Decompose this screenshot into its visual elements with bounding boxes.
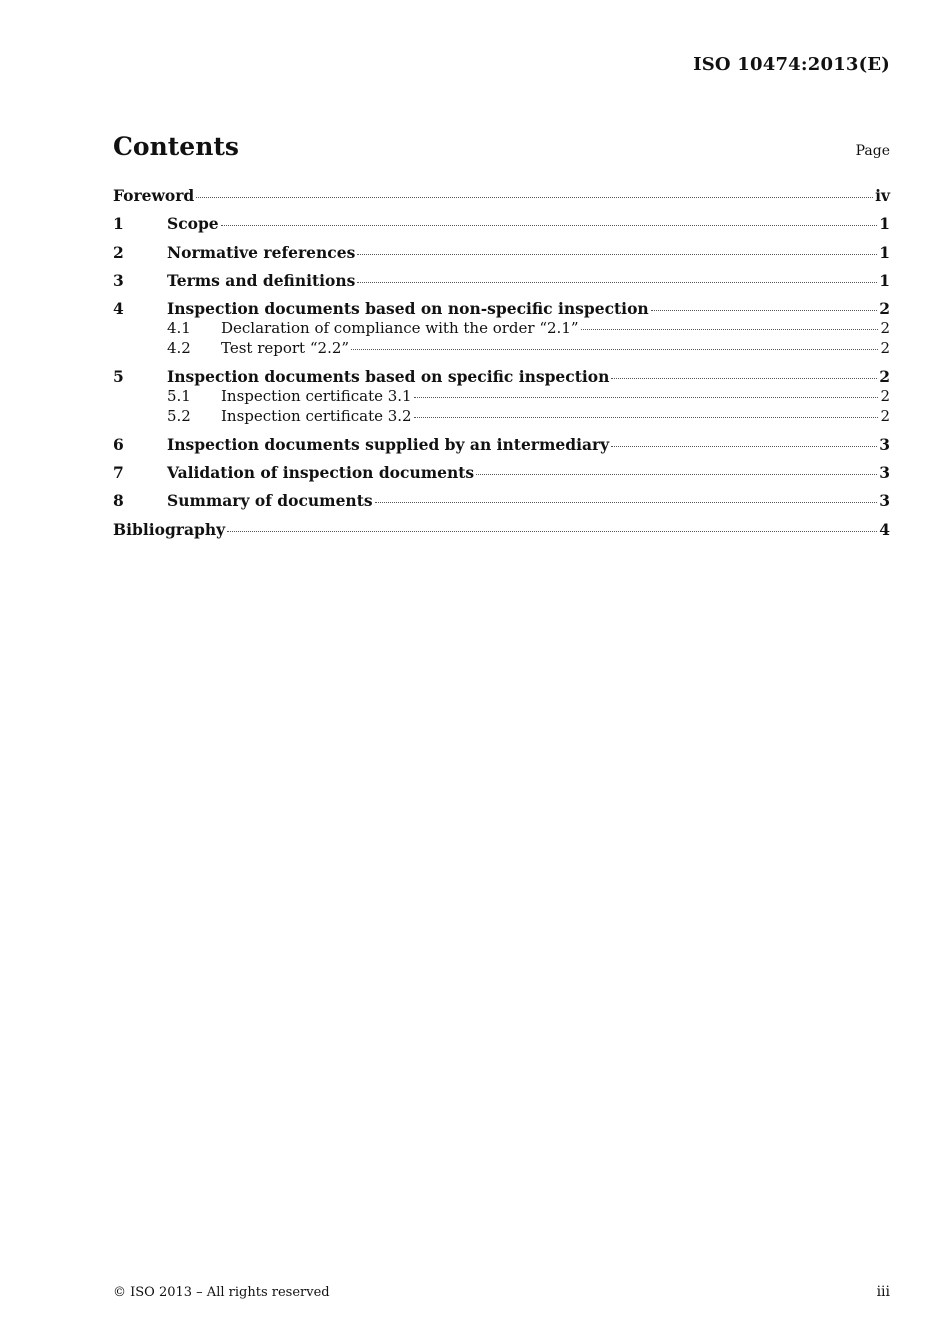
- toc-entry-title: Foreword: [113, 186, 195, 205]
- toc-subentry-inspection-certificate-3-2[interactable]: [113, 407, 890, 435]
- dot-leader: [611, 446, 877, 447]
- toc-entry-number: 4.2: [167, 338, 191, 357]
- dot-leader: [357, 254, 877, 255]
- toc-entry-validation[interactable]: [113, 463, 890, 491]
- toc-entry-number: 4: [113, 299, 124, 319]
- table-of-contents: [113, 186, 890, 548]
- dot-leader: [221, 225, 878, 226]
- toc-entry-normative-references[interactable]: [113, 243, 890, 271]
- toc-entry-page: 3: [879, 434, 890, 454]
- toc-entry-specific-inspection[interactable]: [113, 367, 890, 387]
- toc-entry-page: 2: [880, 319, 890, 338]
- page-column-label: Page: [855, 143, 890, 159]
- toc-entry-title: Inspection documents based on specific inspection: [167, 366, 610, 386]
- toc-entry-page: iv: [875, 186, 890, 205]
- toc-entry-number: 7: [113, 463, 124, 483]
- toc-entry-summary-of-documents[interactable]: [113, 491, 890, 519]
- dot-leader: [375, 502, 878, 503]
- toc-entry-page: 1: [879, 270, 890, 290]
- toc-entry-title: Inspection certificate 3.1: [221, 387, 412, 406]
- toc-entry-title: Normative references: [167, 242, 356, 262]
- toc-subentry-test-report[interactable]: [113, 339, 890, 367]
- toc-entry-title: Scope: [167, 214, 219, 234]
- dot-leader: [476, 474, 877, 475]
- toc-subentry-inspection-certificate-3-1[interactable]: [113, 387, 890, 407]
- toc-entry-number: 1: [113, 214, 124, 234]
- footer-copyright: © ISO 2013 – All rights reserved: [113, 1285, 330, 1300]
- toc-entry-title: Validation of inspection documents: [167, 463, 475, 483]
- toc-entry-page: 4: [879, 519, 890, 539]
- toc-entry-number: 8: [113, 491, 124, 511]
- toc-entry-title: Inspection certificate 3.2: [221, 406, 412, 425]
- toc-entry-number: 5.2: [167, 406, 191, 425]
- toc-entry-number: 2: [113, 242, 124, 262]
- toc-entry-scope[interactable]: [113, 214, 890, 242]
- toc-entry-number: 3: [113, 270, 124, 290]
- toc-entry-page: 2: [880, 338, 890, 357]
- toc-entry-page: 2: [880, 406, 890, 425]
- toc-entry-title: Terms and definitions: [167, 270, 356, 290]
- toc-entry-page: 1: [879, 214, 890, 234]
- toc-entry-page: 2: [880, 387, 890, 406]
- toc-entry-title: Test report “2.2”: [221, 338, 350, 357]
- toc-entry-page: 2: [879, 366, 890, 386]
- toc-entry-page: 2: [879, 299, 890, 319]
- toc-entry-number: 5.1: [167, 387, 191, 406]
- toc-subentry-declaration-of-compliance[interactable]: [113, 319, 890, 339]
- dot-leader: [611, 378, 877, 379]
- dot-leader: [196, 197, 873, 198]
- toc-entry-non-specific-inspection[interactable]: [113, 299, 890, 319]
- page-title: Contents: [113, 132, 240, 161]
- toc-entry-title: Summary of documents: [167, 491, 373, 511]
- toc-entry-foreword[interactable]: [113, 186, 890, 214]
- toc-entry-title: Inspection documents supplied by an intermediary: [167, 434, 610, 454]
- toc-entry-number: 5: [113, 366, 124, 386]
- toc-entry-number: 6: [113, 434, 124, 454]
- toc-entry-intermediary[interactable]: [113, 435, 890, 463]
- dot-leader: [414, 397, 879, 398]
- toc-entry-page: 3: [879, 463, 890, 483]
- footer-page-number: iii: [876, 1284, 890, 1300]
- toc-entry-bibliography[interactable]: [113, 520, 890, 548]
- toc-entry-page: 1: [879, 242, 890, 262]
- dot-leader: [651, 310, 878, 311]
- toc-entry-title: Bibliography: [113, 519, 226, 539]
- toc-entry-title: Inspection documents based on non-specific inspection: [167, 299, 649, 319]
- toc-entry-number: 4.1: [167, 319, 191, 338]
- dot-leader: [227, 531, 877, 532]
- dot-leader: [581, 329, 879, 330]
- document-id: ISO 10474:2013(E): [693, 54, 890, 75]
- dot-leader: [357, 282, 877, 283]
- toc-entry-title: Declaration of compliance with the order “2.1”: [221, 319, 579, 338]
- toc-entry-page: 3: [879, 491, 890, 511]
- toc-entry-terms-and-definitions[interactable]: [113, 271, 890, 299]
- dot-leader: [414, 417, 879, 418]
- dot-leader: [351, 349, 878, 350]
